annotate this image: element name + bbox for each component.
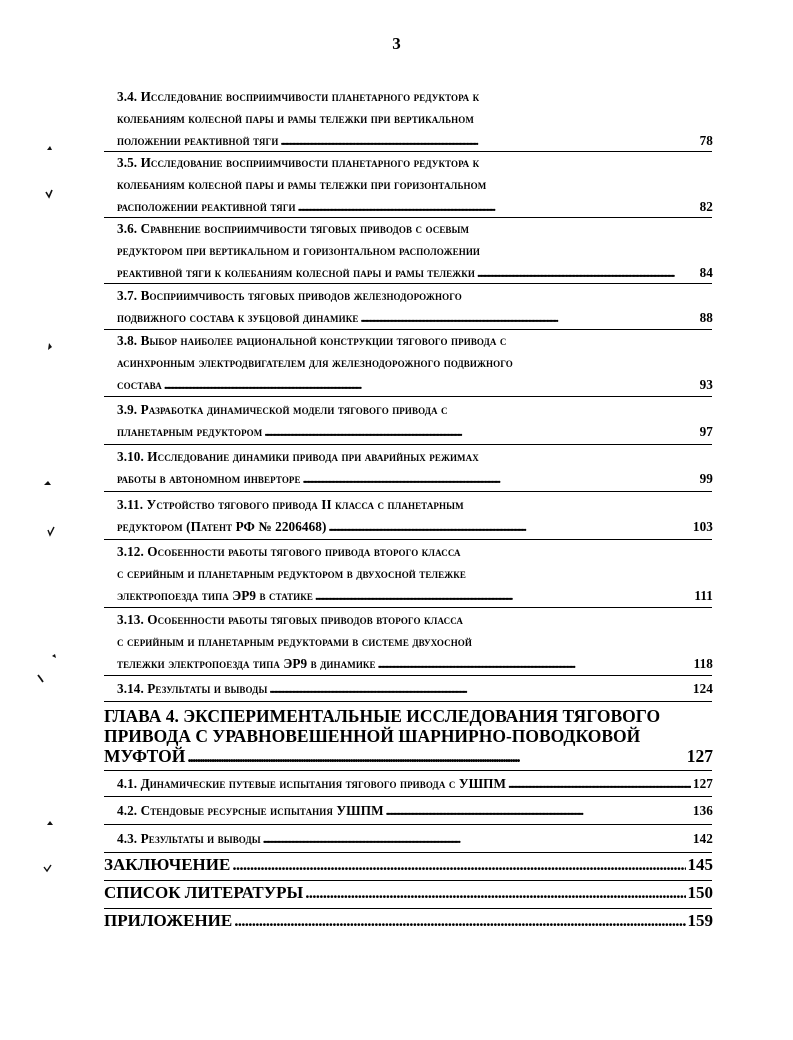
entry-line: колебаниям колесной пары и рамы тележки при горизонтальном — [117, 177, 487, 192]
divider — [104, 539, 712, 540]
toc-entry-3-11[interactable] — [117, 494, 713, 538]
page-ref: 159 — [687, 911, 713, 930]
entry-last-line: редуктором (Патент РФ № 2206468) . . . 103 — [117, 516, 713, 538]
toc-appendix[interactable] — [104, 911, 713, 931]
divider — [104, 824, 712, 825]
page-ref: 127 — [692, 776, 713, 791]
speck — [47, 821, 53, 825]
entry-last-line: ЗАКЛЮЧЕНИЕ . . . 145 — [104, 855, 713, 875]
entry-last-line: подвижного состава к зубцовой динамике . . . 88 — [117, 307, 713, 329]
speck — [52, 654, 56, 658]
entry-line: с серийным и планетарным редукторами в системе двухосной — [117, 634, 472, 649]
entry-last-line: планетарным редуктором . . . 97 — [117, 421, 713, 443]
entry-line: 3.11. Устройство тягового привода II класса с планетарным — [117, 497, 464, 512]
entry-line: 3.12. Особенности работы тягового привода второго класса — [117, 544, 461, 559]
toc-chapter-4[interactable] — [104, 706, 713, 766]
speck — [48, 343, 52, 350]
entry-line: колебаниям колесной пары и рамы тележки при вертикальном — [117, 111, 474, 126]
toc-entry-4-2[interactable] — [117, 800, 713, 822]
entry-line: редуктором при вертикальном и горизонтальном расположении — [117, 243, 481, 258]
entry-line: с серийным и планетарным редуктором в двухосной тележке — [117, 566, 467, 581]
entry-line: 3.10. Исследование динамики привода при аварийных режимах — [117, 449, 479, 464]
entry-line: 3.4. Исследование восприимчивости планетарного редуктора к — [117, 89, 480, 104]
page-ref: 88 — [699, 310, 713, 325]
divider — [104, 701, 712, 702]
toc-entry-3-14[interactable] — [117, 678, 713, 700]
entry-last-line: положении реактивной тяги . . . 78 — [117, 130, 713, 152]
toc-entry-3-7[interactable] — [117, 285, 713, 329]
divider — [104, 444, 712, 445]
page-ref: 136 — [692, 803, 713, 818]
page-ref: 97 — [699, 424, 713, 439]
page-ref: 103 — [692, 519, 713, 534]
page-ref: 99 — [699, 471, 713, 486]
divider — [104, 770, 712, 771]
entry-last-line: ПРИЛОЖЕНИЕ . . . 159 — [104, 911, 713, 931]
entry-last-line: расположении реактивной тяги . . . 82 — [117, 196, 713, 218]
toc-entry-3-4[interactable] — [117, 86, 713, 152]
entry-last-line: тележки электропоезда типа ЭР9 в динамике . . . 118 — [117, 653, 713, 675]
toc-entry-3-9[interactable] — [117, 399, 713, 443]
scan-specks — [30, 140, 110, 1040]
chapter-last-line: МУФТОЙ . . . 127 — [104, 746, 713, 766]
toc-entry-3-13[interactable] — [117, 609, 713, 675]
page-ref: 82 — [699, 199, 713, 214]
entry-line: 3.5. Исследование восприимчивости планетарного редуктора к — [117, 155, 480, 170]
entry-last-line: 4.3. Результаты и выводы . . . 142 — [117, 828, 713, 850]
toc-entry-3-6[interactable] — [117, 218, 713, 284]
speck — [46, 190, 52, 197]
divider — [104, 852, 712, 853]
page-ref: 142 — [692, 831, 713, 846]
speck — [47, 146, 52, 150]
entry-line: асинхронным электродвигателем для железнодорожного подвижного — [117, 355, 513, 370]
page-ref: 127 — [686, 746, 713, 766]
toc-references[interactable] — [104, 883, 713, 903]
toc-entry-3-5[interactable] — [117, 152, 713, 218]
divider — [104, 396, 712, 397]
speck — [38, 675, 43, 682]
entry-last-line: 4.1. Динамические путевые испытания тягового привода с УШПМ . . . 127 — [117, 773, 713, 795]
page-ref: 78 — [699, 133, 713, 148]
divider — [104, 607, 712, 608]
chapter-line: ГЛАВА 4. ЭКСПЕРИМЕНТАЛЬНЫЕ ИССЛЕДОВАНИЯ ТЯГОВОГО — [104, 706, 661, 726]
divider — [104, 491, 712, 492]
toc-entry-4-3[interactable] — [117, 828, 713, 850]
toc-entry-3-8[interactable] — [117, 330, 713, 396]
entry-last-line: СПИСОК ЛИТЕРАТУРЫ . . . 150 — [104, 883, 713, 903]
divider — [104, 796, 712, 797]
speck — [44, 481, 51, 485]
page-number: 3 — [392, 34, 401, 53]
entry-last-line: 3.14. Результаты и выводы . . . 124 — [117, 678, 713, 700]
entry-last-line: состава . . . 93 — [117, 374, 713, 396]
entry-line: 3.9. Разработка динамической модели тягового привода с — [117, 402, 448, 417]
toc-entry-4-1[interactable] — [117, 773, 713, 795]
toc-conclusion[interactable] — [104, 855, 713, 875]
page-ref: 145 — [687, 855, 713, 874]
speck — [48, 527, 54, 535]
divider — [104, 283, 712, 284]
divider — [104, 908, 712, 909]
entry-last-line: 4.2. Стендовые ресурсные испытания УШПМ . . . 136 — [117, 800, 713, 822]
page-ref: 84 — [699, 265, 713, 280]
page-ref: 111 — [694, 588, 713, 603]
entry-last-line: электропоезда типа ЭР9 в статике . . . 111 — [117, 585, 713, 607]
entry-line: 3.13. Особенности работы тяговых приводов второго класса — [117, 612, 463, 627]
page-ref: 93 — [699, 377, 713, 392]
entry-line: 3.8. Выбор наиболее рациональной конструкции тягового привода с — [117, 333, 507, 348]
entry-line: 3.7. Восприимчивость тяговых приводов железнодорожного — [117, 288, 462, 303]
entry-line: 3.6. Сравнение восприимчивости тяговых приводов с осевым — [117, 221, 470, 236]
page-ref: 124 — [692, 681, 713, 696]
chapter-line: ПРИВОДА С УРАВНОВЕШЕННОЙ ШАРНИРНО-ПОВОДКОВОЙ — [104, 726, 641, 746]
toc-entry-3-12[interactable] — [117, 541, 713, 607]
divider — [104, 675, 712, 676]
entry-last-line: реактивной тяги к колебаниям колесной пары и рамы тележки . . . 84 — [117, 262, 713, 284]
toc-entry-3-10[interactable] — [117, 446, 713, 490]
speck — [44, 865, 51, 871]
entry-last-line: работы в автономном инверторе . . . 99 — [117, 468, 713, 490]
page-ref: 118 — [693, 656, 713, 671]
divider — [104, 880, 712, 881]
page-ref: 150 — [687, 883, 713, 902]
